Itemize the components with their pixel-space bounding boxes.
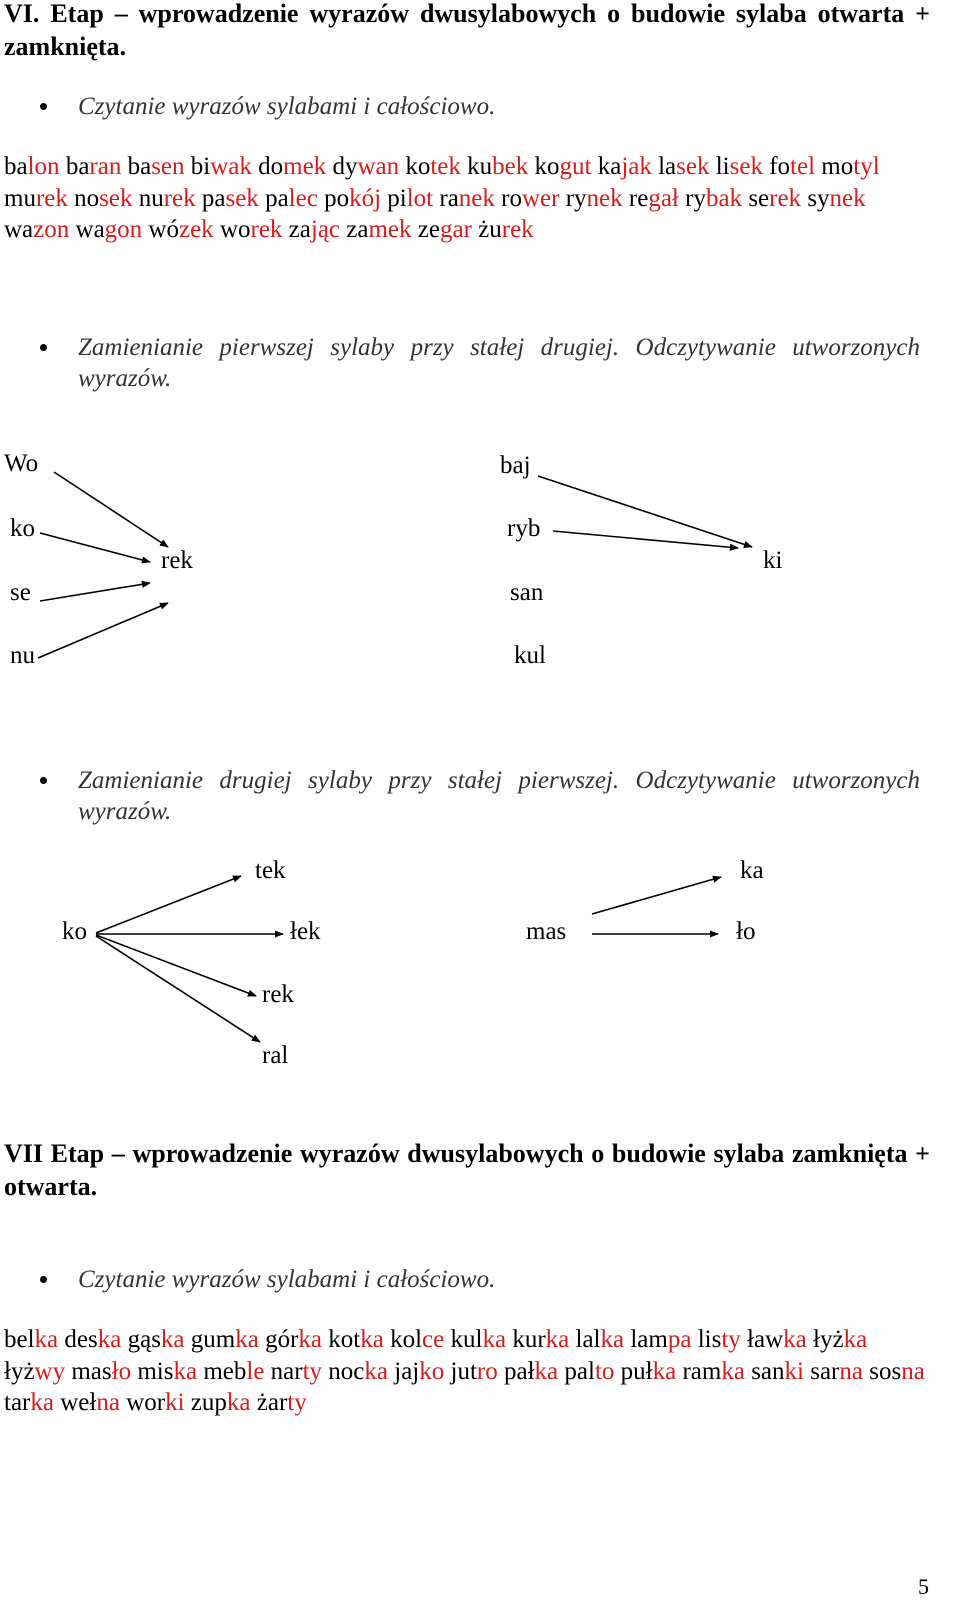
syllable-first: wa <box>75 216 105 243</box>
syllable-first: wo <box>219 216 251 243</box>
syllable-second: ka <box>783 1326 807 1353</box>
syllable-first: pa <box>201 184 226 212</box>
word <box>71 1358 131 1385</box>
syllable-first: ko <box>534 153 560 180</box>
bullet-dot-icon <box>40 1276 47 1283</box>
syllable-first: sy <box>807 184 830 212</box>
syllable-first: jaj <box>394 1357 420 1385</box>
syllable-second: ka <box>298 1326 323 1353</box>
syllable-second: rek <box>501 216 534 243</box>
syllable-second: to <box>594 1357 615 1385</box>
syllable-second: na <box>901 1357 925 1385</box>
syllable-second: lon <box>27 153 60 180</box>
word <box>4 1326 58 1353</box>
syllable-first: ro <box>501 184 522 212</box>
syllable-second: kój <box>349 184 382 212</box>
syllable-second: ka <box>160 1326 185 1353</box>
syllable-first: kot <box>328 1326 361 1353</box>
syllable-first: noc <box>328 1357 365 1385</box>
syllable-first: ba <box>4 153 28 180</box>
bullet-text: Czytanie wyrazów sylabami i całościowo. <box>78 93 496 120</box>
syllable-source: san <box>510 579 544 606</box>
syllable-second: tek <box>430 153 461 180</box>
syllable-target: ki <box>763 547 783 574</box>
syllable-second: sek <box>99 184 133 212</box>
syllable-source: kul <box>514 642 546 669</box>
syllable-first: łyż <box>813 1326 844 1353</box>
syllable-second: ka <box>235 1326 259 1353</box>
syllable-first: meb <box>203 1357 247 1385</box>
syllable-second: zek <box>178 216 214 243</box>
word <box>630 1326 691 1353</box>
syllable-first: mu <box>4 184 36 212</box>
syllable-second: na <box>839 1357 863 1385</box>
syllable-first: łyż <box>4 1357 35 1385</box>
syllable-first: do <box>258 153 284 180</box>
syllable-first: lal <box>575 1326 601 1353</box>
syllable-second: ty <box>721 1326 741 1353</box>
syllable-second: rek <box>250 216 283 243</box>
syllable-first: ku <box>467 153 493 180</box>
syllable-first: ka <box>597 153 622 180</box>
syllable-second: pa <box>667 1326 692 1353</box>
syllable-first: nar <box>270 1357 303 1385</box>
syllable-first: pi <box>387 184 407 212</box>
word <box>451 1358 498 1385</box>
syllable-first: lis <box>697 1326 722 1353</box>
syllable-first: sos <box>869 1357 902 1385</box>
syllable-first: gór <box>265 1326 299 1353</box>
syllable-first: ba <box>127 153 152 180</box>
syllable-first: żu <box>478 216 502 243</box>
syllable-first: mis <box>137 1357 174 1385</box>
syllable-second: wer <box>521 184 560 212</box>
word <box>869 1358 925 1385</box>
syllable-second: mek <box>283 153 327 180</box>
syllable-first: żar <box>256 1389 288 1416</box>
syllable-second: ce <box>422 1326 445 1353</box>
word <box>257 1389 307 1416</box>
syllable-first: pał <box>504 1357 535 1385</box>
syllable-first: ze <box>417 216 440 243</box>
word <box>451 1326 507 1353</box>
syllable-first: dy <box>332 153 358 180</box>
syllable-first: ba <box>65 153 90 180</box>
syllable-first: jut <box>450 1357 477 1385</box>
syllable-second: gon <box>104 216 143 243</box>
syllable-source: nu <box>10 642 35 669</box>
syllable-second: wak <box>210 153 252 180</box>
word <box>4 1358 65 1385</box>
syllable-first: ram <box>682 1357 722 1385</box>
syllable-second: gut <box>559 153 592 180</box>
bullet-text: Zamienianie pierwszej sylaby przy stałej drugiej. Odczytywanie utworzonych wyrazów. <box>78 334 920 392</box>
syllable-first: bel <box>4 1326 35 1353</box>
arrow-ko-rek <box>40 533 150 562</box>
word <box>191 1326 259 1353</box>
word <box>265 1326 322 1353</box>
syllable-second: ka <box>600 1326 625 1353</box>
syllable-second: nek <box>586 184 623 212</box>
bullet-reading-7 <box>40 1264 920 1295</box>
syllable-first: bi <box>190 153 211 180</box>
arrow-se-rek <box>40 583 150 601</box>
word <box>810 1358 863 1385</box>
word <box>504 1358 558 1385</box>
syllable-first: kur <box>512 1326 546 1353</box>
word <box>137 1358 197 1385</box>
word <box>698 1326 741 1353</box>
syllable-second: ki <box>784 1357 804 1385</box>
word <box>126 1389 184 1416</box>
word-list-closed-open <box>4 1324 930 1419</box>
syllable-first: po <box>324 184 350 212</box>
syllable-first: gum <box>190 1326 236 1353</box>
syllable-first: kul <box>450 1326 483 1353</box>
syllable-second: mek <box>368 216 412 243</box>
syllable-first: weł <box>60 1389 97 1416</box>
syllable-first: ław <box>747 1326 784 1353</box>
word <box>813 1326 867 1353</box>
syllable-second: sek <box>225 184 259 212</box>
syllable-second: ro <box>476 1357 498 1385</box>
syllable-second: jak <box>621 153 652 180</box>
syllable-first: ra <box>439 184 459 212</box>
syllable-second: ka <box>30 1389 54 1416</box>
syllable-first: no <box>74 184 100 212</box>
syllable-second: ka <box>545 1326 570 1353</box>
syllable-first: se <box>748 184 770 212</box>
syllable-first: zup <box>190 1389 227 1416</box>
syllable-second: jąc <box>310 216 341 243</box>
syllable-second: ki <box>165 1389 185 1416</box>
syllable-first: wó <box>148 216 179 243</box>
page-number: 5 <box>918 1574 929 1599</box>
syllable-first: lam <box>630 1326 668 1353</box>
syllable-second: tyl <box>853 153 880 180</box>
syllable-target: rek <box>161 547 193 574</box>
arrow-baj-ki <box>538 476 752 547</box>
syllable-second: ka <box>721 1357 745 1385</box>
syllable-first: mo <box>821 153 854 180</box>
syllable-second: ran <box>89 153 122 180</box>
syllable-second: bak <box>705 184 743 212</box>
syllable-first: san <box>751 1357 785 1385</box>
syllable-first: pa <box>265 184 289 212</box>
syllable-second: ko <box>419 1357 445 1385</box>
arrow-nu-rek <box>38 603 168 658</box>
syllable-second: gał <box>648 184 679 212</box>
syllable-first: ry <box>565 184 587 212</box>
arrow-ko-tek <box>96 876 241 933</box>
syllable-second: gar <box>439 216 472 243</box>
syllable-first: des <box>64 1326 98 1353</box>
word <box>747 1326 807 1353</box>
syllable-second: rek <box>163 184 196 212</box>
syllable-first: za <box>346 216 369 243</box>
syllable-source: ko <box>10 515 35 542</box>
section7-heading: VII Etap – wprowadzenie wyrazów dwusylabowych o budowie sylaba zamknięta + otwarta. <box>4 1139 930 1201</box>
syllable-source: baj <box>500 452 531 479</box>
arrow-wo-rek <box>54 472 168 547</box>
syllable-second: rek <box>769 184 802 212</box>
syllable-target: tek <box>255 857 286 884</box>
syllable-first: re <box>628 184 649 212</box>
syllable-second: wan <box>357 153 400 180</box>
syllable-first: kol <box>390 1326 423 1353</box>
syllable-second: wy <box>34 1357 66 1385</box>
syllable-second: zon <box>33 216 70 243</box>
syllable-second: nek <box>829 184 866 212</box>
syllable-second: rek <box>35 184 68 212</box>
word <box>512 1326 569 1353</box>
word <box>128 1326 185 1353</box>
word <box>576 1326 625 1353</box>
syllable-first: puł <box>620 1357 653 1385</box>
syllable-first: pal <box>564 1357 595 1385</box>
syllable-target: łek <box>290 918 321 945</box>
syllable-second: ty <box>302 1357 323 1385</box>
word <box>64 1326 121 1353</box>
word <box>4 1389 54 1416</box>
arrow-mas-ka <box>592 877 721 914</box>
syllable-second: ka <box>34 1326 59 1353</box>
syllable-source: ko <box>62 918 87 945</box>
word <box>682 1358 744 1385</box>
syllable-second: nek <box>458 184 495 212</box>
syllable-second: ka <box>360 1326 384 1353</box>
syllable-target: rek <box>262 981 294 1008</box>
syllable-second: tel <box>790 153 816 180</box>
word <box>328 1358 388 1385</box>
syllable-source: se <box>10 579 31 606</box>
syllable-target: ło <box>736 918 756 945</box>
syllable-first: za <box>288 216 311 243</box>
syllable-first: fo <box>769 153 791 180</box>
syllable-second: ka <box>97 1326 122 1353</box>
word <box>191 1389 251 1416</box>
word <box>328 1326 384 1353</box>
syllable-first: tar <box>4 1389 31 1416</box>
section6-heading: VI. Etap – wprowadzenie wyrazów dwusylabowych o budowie sylaba otwarta + zamknięta. <box>4 0 930 61</box>
syllable-second: ka <box>482 1326 507 1353</box>
syllable-target: ka <box>740 857 764 884</box>
word <box>390 1326 444 1353</box>
syllable-second: lec <box>288 184 318 212</box>
syllable-source: Wo <box>4 450 39 477</box>
syllable-second: ka <box>226 1389 251 1416</box>
syllable-second: ka <box>534 1357 559 1385</box>
syllable-first: mas <box>71 1357 112 1385</box>
syllable-source: mas <box>526 918 567 945</box>
syllable-source: ryb <box>507 515 541 542</box>
syllable-first: ko <box>405 153 431 180</box>
syllable-second: ka <box>652 1357 677 1385</box>
word <box>621 1358 677 1385</box>
syllable-second: lot <box>406 184 434 212</box>
syllable-second: na <box>96 1389 120 1416</box>
syllable-first: sar <box>810 1357 840 1385</box>
syllable-second: sen <box>151 153 185 180</box>
syllable-second: ło <box>111 1357 132 1385</box>
syllable-first: gąs <box>127 1326 161 1353</box>
bullet-text: Zamienianie drugiej sylaby przy stałej pierwszej. Odczytywanie utworzonych wyrazów. <box>78 767 920 825</box>
syllable-first: nu <box>138 184 164 212</box>
syllable-second: sek <box>729 153 763 180</box>
word <box>271 1358 322 1385</box>
syllable-second: ty <box>287 1389 307 1416</box>
syllable-second: le <box>246 1357 265 1385</box>
syllable-second: sek <box>676 153 710 180</box>
syllable-second: ka <box>843 1326 868 1353</box>
syllable-first: li <box>715 153 730 180</box>
bullet-text: Czytanie wyrazów sylabami i całościowo. <box>78 1266 496 1293</box>
syllable-first: la <box>658 153 677 180</box>
syllable-target: ral <box>262 1042 289 1069</box>
syllable-first: wa <box>4 216 34 243</box>
syllable-second: bek <box>492 153 529 180</box>
word <box>394 1358 444 1385</box>
word <box>203 1358 264 1385</box>
word <box>751 1358 804 1385</box>
word <box>60 1389 120 1416</box>
syllable-first: ry <box>685 184 706 212</box>
syllable-first: wor <box>126 1389 166 1416</box>
syllable-second: ka <box>364 1357 389 1385</box>
syllable-second: ka <box>173 1357 198 1385</box>
word <box>564 1358 614 1385</box>
